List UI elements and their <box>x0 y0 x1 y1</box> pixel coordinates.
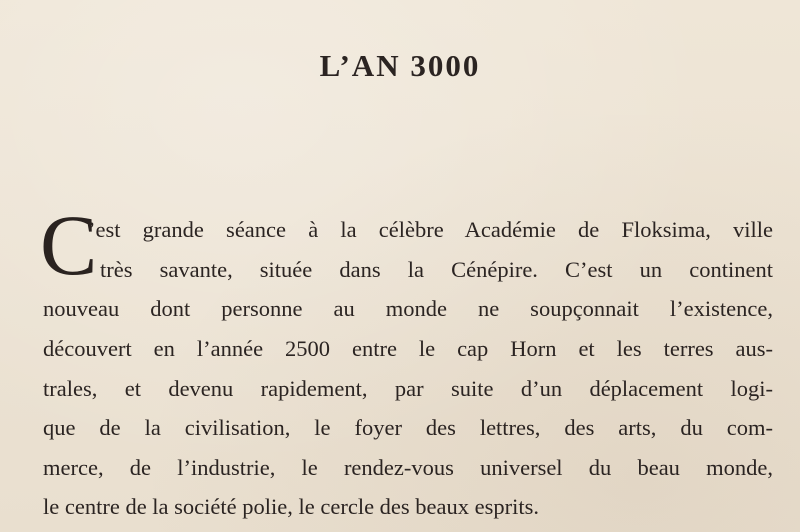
text-line: ’est grande séance à la célèbre Académie de Floksima, ville <box>88 217 773 242</box>
text-line: découvert en l’année 2500 entre le cap Horn et les terres aus- <box>43 336 773 361</box>
text-line: que de la civilisation, le foyer des lettres, des arts, du com- <box>43 415 773 440</box>
text-line: trales, et devenu rapidement, par suite d’un déplacement logi- <box>43 376 773 401</box>
text-line: merce, de l’industrie, le rendez-vous universel du beau monde, <box>43 455 773 480</box>
text-line: nouveau dont personne au monde ne soupçonnait l’existence, <box>43 296 773 321</box>
text-line: le centre de la société polie, le cercle des beaux esprits. <box>43 494 540 519</box>
drop-cap: C <box>40 197 98 293</box>
text-line: très savante, située dans la Cénépire. C’est un continent <box>100 257 773 282</box>
page-title: L’AN 3000 <box>319 48 481 83</box>
